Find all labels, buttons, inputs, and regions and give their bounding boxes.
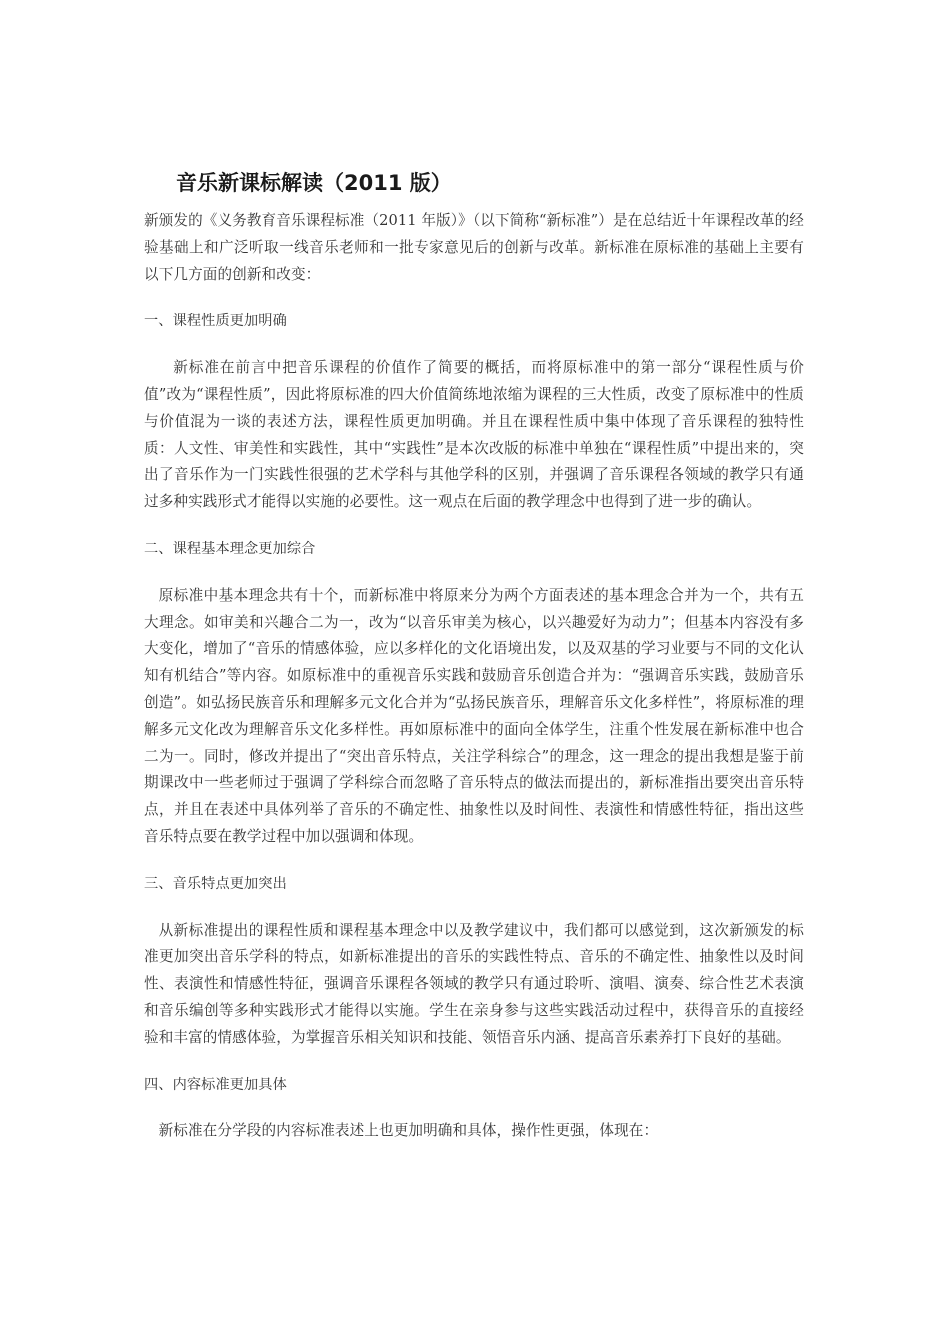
document-title: 音乐新课标解读（2011 版） <box>176 171 452 195</box>
intro-paragraph: 新颁发的《义务教育音乐课程标准（2011 年版）》（以下简称“新标准”）是在总结近十年课程改革的经验基础上和广泛听取一线音乐老师和一批专家意见后的创新与改革。新标准在原标准的基础上主要有以下几方面的创新和改变： <box>144 212 804 283</box>
section-heading-4: 四、内容标准更加具体 <box>144 1076 287 1093</box>
section-heading-3: 三、音乐特点更加突出 <box>144 875 287 892</box>
document-body <box>144 208 804 1145</box>
section-heading-2: 二、课程基本理念更加综合 <box>144 540 316 557</box>
section-body-4: 新标准在分学段的内容标准表述上也更加明确和具体，操作性更强，体现在： <box>158 1122 659 1140</box>
section-body-2: 原标准中基本理念共有十个，而新标准中将原来分为两个方面表述的基本理念合并为一个，共有五大理念。如审美和兴趣合二为一，改为“以音乐审美为核心，以兴趣爱好为动力”；但基本内容没有多大变化，增加了“音乐的情感体验，应以多样化的文化语境出发，以及双基的学习业要与不同的文化认知有机结合”等内容。如原标准中的重视音乐实践和鼓励音乐创造合并为：“强调音乐实践，鼓励音乐创造”。如弘扬民族音乐和理解多元文化合并为“弘扬民族音乐，理解音乐文化多样性”，将原标准的理解多元文化改为理解音乐文化多样性。再如原标准中的面向全体学生，注重个性发展在新标准中也合二为一。同时，修改并提出了“突出音乐特点，关注学科综合”的理念，这一理念的提出我想是鉴于前期课改中一些老师过于强调了学科综合而忽略了音乐特点的做法而提出的，新标准指出要突出音乐特点，并且在表述中具体列举了音乐的不确定性、抽象性以及时间性、表演性和情感性特征，指出这些音乐特点要在教学过程中加以强调和体现。 <box>144 586 804 845</box>
section-body-3: 从新标准提出的课程性质和课程基本理念中以及教学建议中，我们都可以感觉到，这次新颁发的标准更加突出音乐学科的特点，如新标准提出的音乐的实践性特点、音乐的不确定性、抽象性以及时间性、表演性和情感性特征，强调音乐课程各领域的教学只有通过聆听、演唱、演奏、综合性艺术表演和音乐编创等多种实践形式才能得以实施。学生在亲身参与这些实践活动过程中，获得音乐的直接经验和丰富的情感体验，为掌握音乐相关知识和技能、领悟音乐内涵、提高音乐素养打下良好的基础。 <box>144 921 804 1046</box>
section-heading-1: 一、课程性质更加明确 <box>144 313 287 330</box>
section-body-1: 新标准在前言中把音乐课程的价值作了简要的概括，而将原标准中的第一部分“课程性质与价值”改为“课程性质”，因此将原标准的四大价值简练地浓缩为课程的三大性质，改变了原标准中的性质与价值混为一谈的表述方法，课程性质更加明确。并且在课程性质中集中体现了音乐课程的独特性质：人文性、审美性和实践性，其中“实践性”是本次改版的标准中单独在“课程性质”中提出来的，突出了音乐作为一门实践性很强的艺术学科与其他学科的区别，并强调了音乐课程各领域的教学只有通过多种实践形式才能得以实施的必要性。这一观点在后面的教学理念中也得到了进一步的确认。 <box>144 359 804 511</box>
